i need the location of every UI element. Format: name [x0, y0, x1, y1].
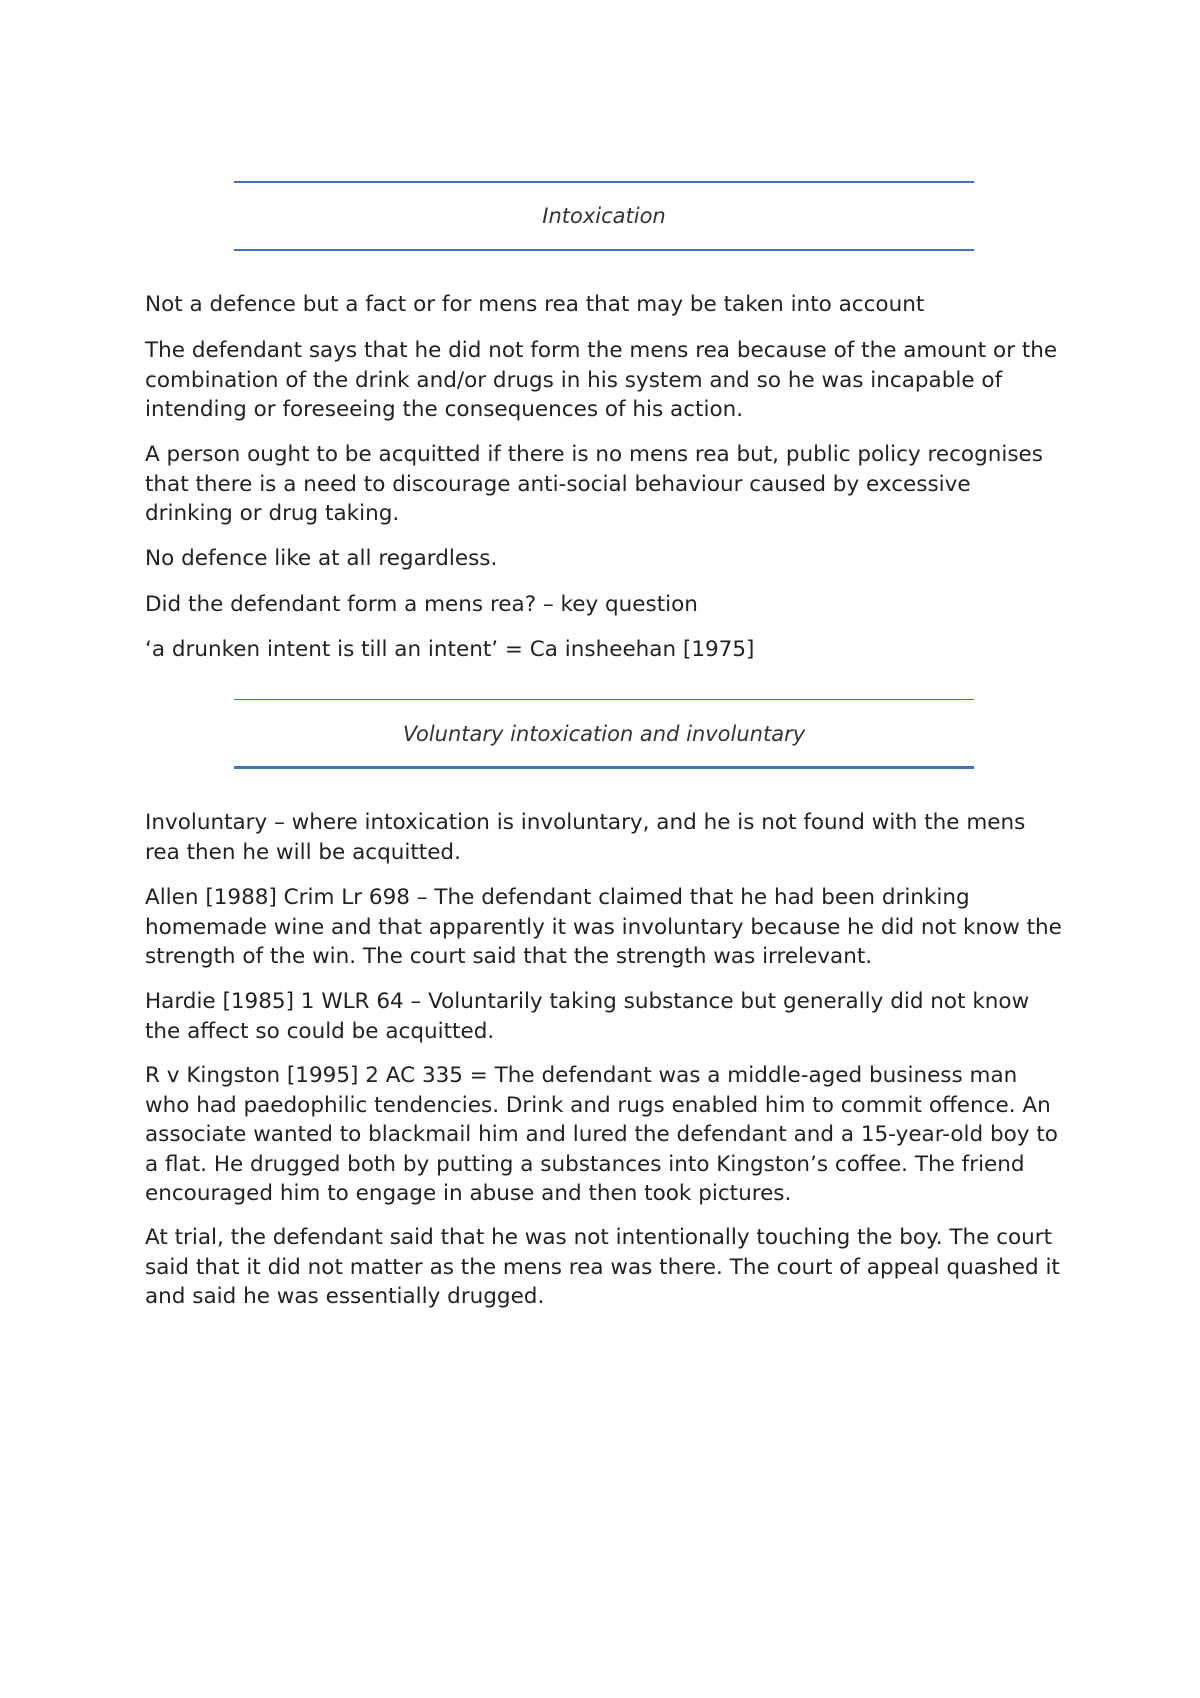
paragraph: R v Kingston [1995] 2 AC 335 = The defendant was a middle-aged business man who had paedophilic tendencies. Drink and rugs enabled him to commit offence. An associate wanted to blackmail him and lured the defendant and a 15-year-old boy to a flat. He drugged both by putting a substances into Kingston’s coffee. The friend encouraged him to engage in abuse and then took pictures. — [145, 1063, 1058, 1206]
heading-rule-bottom — [234, 249, 974, 251]
paragraph: A person ought to be acquitted if there is no mens rea but, public policy recognises that there is a need to discourage anti-social behaviour caused by excessive drinking or drug taking. — [145, 442, 1043, 526]
heading-rule-bottom — [234, 766, 974, 769]
heading-rule-top — [234, 699, 974, 700]
paragraph: ‘a drunken intent is till an intent’ = Ca insheehan [1975] — [145, 637, 755, 662]
paragraph: Allen [1988] Crim Lr 698 – The defendant claimed that he had been drinking homemade wine and that apparently it was involuntary because he did not know the strength of the win. The court said that the strength was irrelevant. — [145, 885, 1062, 969]
paragraph: Not a defence but a fact or for mens rea that may be taken into account — [145, 292, 925, 317]
paragraph: The defendant says that he did not form the mens rea because of the amount or the combination of the drink and/or drugs in his system and so he was incapable of intending or foreseeing the consequences of his action. — [145, 338, 1058, 422]
paragraph: Did the defendant form a mens rea? – key question — [145, 592, 698, 617]
paragraph: At trial, the defendant said that he was not intentionally touching the boy. The court said that it did not matter as the mens rea was there. The court of appeal quashed it and said he was essentially drugged. — [145, 1225, 1060, 1309]
section-heading-intoxication — [234, 181, 974, 251]
paragraph: Involuntary – where intoxication is involuntary, and he is not found with the mens rea then he will be acquitted. — [145, 810, 1026, 865]
paragraph: No defence like at all regardless. — [145, 546, 498, 571]
section-heading-voluntary-involuntary — [234, 699, 974, 769]
paragraph: Hardie [1985] 1 WLR 64 – Voluntarily taking substance but generally did not know the affect so could be acquitted. — [145, 989, 1030, 1044]
heading-rule-top — [234, 181, 974, 183]
heading-title: Voluntary intoxication and involuntary — [402, 722, 806, 746]
heading-title: Intoxication — [542, 204, 666, 228]
